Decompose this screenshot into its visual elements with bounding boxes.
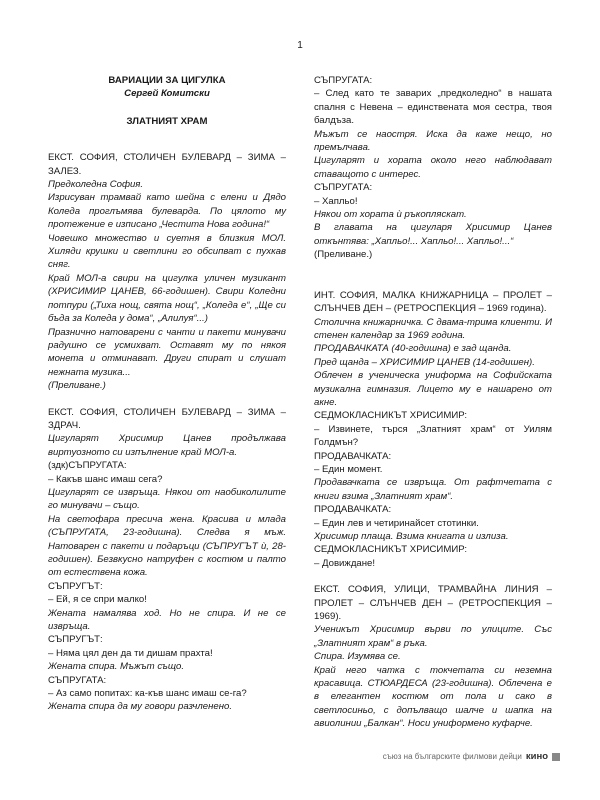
- dialogue-line: – Един момент.: [314, 463, 383, 475]
- title-block: [48, 74, 286, 128]
- dialogue-line: ЕКСТ. СОФИЯ, УЛИЦИ, ТРАМВАЙНА ЛИНИЯ – ПРОЛЕТ – СЛЪНЧЕВ ДЕН – (РЕТРОСПЕКЦИЯ – 1969).: [314, 584, 552, 623]
- footer-text: съюз на българските филмови дейци: [382, 752, 522, 761]
- action-line: Човешко множество и суетня в близкия МОЛ. Хиляди крушки и светлини го обсипват с пухкав сняг.: [48, 232, 286, 271]
- spacer: [48, 393, 286, 406]
- action-line: Пред щанда – ХРИСИМИР ЦАНЕВ (14-годишен).: [314, 356, 535, 368]
- dialogue-line: – Извинете, търся „Златният храм“ от Уилям Голдмън?: [314, 423, 552, 449]
- left-column: [48, 74, 286, 714]
- action-line: (Преливане.): [48, 380, 106, 392]
- page-number: 1: [297, 40, 303, 51]
- dialogue-line: – Довиждане!: [314, 557, 376, 569]
- dialogue-line: СЪПРУГЪТ:: [48, 634, 103, 646]
- right-column: [314, 74, 552, 731]
- action-line: Цигуларят и хората около него наблюдават ставащото с интерес.: [314, 155, 552, 180]
- footer-square-icon: [552, 753, 560, 761]
- action-line: Някои от хората ѝ ръкопляскат.: [314, 209, 467, 221]
- action-line: В главата на цигуларя Хрисимир Цанев откънтява: „Хапльо!... Хапльо!... Хапльо!...“: [314, 222, 552, 247]
- document-title: ВАРИАЦИИ ЗА ЦИГУЛКА: [108, 75, 226, 86]
- action-line: Цигуларят се извръща. Някои от наобиколилите го минувачи – също.: [48, 486, 286, 512]
- dialogue-line: – Ей, я се спри малко!: [48, 594, 147, 606]
- action-line: Празнично натоварени с чанти и пакети минувачи радушно се усмихват. Оставят му по някоя монета и отминават. Други спират и слушат нежната музика...: [48, 326, 286, 378]
- spacer: [48, 138, 286, 151]
- dialogue-line: ПРОДАВАЧКАТА:: [314, 450, 392, 462]
- dialogue-line: – Аз само попитах: ка-къв шанс имаш се-га?: [48, 688, 247, 700]
- action-line: Столична книжарничка. С двама-трима клиенти. И стенен календар за 1969 година.: [314, 316, 552, 341]
- dialogue-line: ЕКСТ. СОФИЯ, СТОЛИЧЕН БУЛЕВАРД – ЗИМА – ЗДРАЧ.: [48, 406, 286, 431]
- action-line: Облечен в ученическа униформа на Софийската музикална гимназия. Лицето му е нашарено от акне.: [314, 370, 552, 408]
- dialogue-line: СЪПРУГАТА:: [314, 75, 373, 86]
- action-line: Край МОЛ-а свири на цигулка уличен музикант (ХРИСИМИР ЦАНЕВ, 66-годишен). Свири Коледни потпури („Тиха нощ, свята нощ“, „Коледа е“, „Ще си бъда за Коледа у дома“, „Алилуя“...): [48, 272, 286, 325]
- action-line: Жената намалява ход. Но не спира. И не се извръща.: [48, 607, 286, 633]
- action-line: Край него чатка с токчетата си неземна красавица. СТЮАРДЕСА (23-годишна). Облечена е в елегантен костюм от пола и сако в светлосиньо, с допълващо шалче и шапка на авиолинии „Балкан“. Носи униформено куфарче.: [314, 664, 552, 730]
- action-line: Хрисимир плаща. Взима книгата и излиза.: [314, 531, 509, 542]
- left-column-body: [48, 151, 286, 714]
- dialogue-line: ПРОДАВАЧКАТА:: [314, 504, 392, 516]
- action-line: Продавачката се извръща. От рафтчетата с книги взима „Златният храм“.: [314, 477, 552, 502]
- action-line: На светофара пресича жена. Красива и млада (СЪПРУГАТА, 23-годишна). Следва я мъж. Натоварен с пакети и подаръци (СЪПРУГЪТ ѝ, 28-годишен). Безвкусно натруфен с костюм и палто от естествена кожа.: [48, 513, 286, 579]
- dialogue-line: СЪПРУГАТА:: [314, 182, 373, 194]
- footer-brand: кино: [525, 751, 548, 762]
- action-line: Предколедна София.: [48, 179, 144, 191]
- dialogue-line: СЪПРУГАТА:: [48, 674, 107, 686]
- document-subtitle: ЗЛАТНИЯТ ХРАМ: [126, 115, 208, 127]
- action-line: Цигуларят Хрисимир Цанев продължава виртуозното си изпълнение край МОЛ-а.: [48, 433, 286, 458]
- spacer: [314, 570, 552, 583]
- dialogue-line: – Хапльо!: [314, 195, 358, 207]
- dialogue-line: ЕКСТ. СОФИЯ, СТОЛИЧЕН БУЛЕВАРД – ЗИМА – ЗАЛЕЗ.: [48, 152, 286, 177]
- action-line: Изрисуван трамвай като шейна с елени и Дядо Коледа проглъмява булеварда. По цялото му протежение е изписано „Честита Нова година!“: [48, 192, 286, 231]
- dialogue-line: СЕДМОКЛАСНИКЪТ ХРИСИМИР:: [314, 544, 468, 556]
- dialogue-line: – След като те заварих „предколедно“ в нашата спалня с Невена – единствената моя сестра, твоя балдъза.: [314, 88, 552, 127]
- dialogue-line: СЕДМОКЛАСНИКЪТ ХРИСИМИР:: [314, 410, 468, 422]
- action-line: Спира. Изумява се.: [314, 651, 401, 663]
- dialogue-line: СЪПРУГЪТ:: [48, 580, 103, 592]
- action-line: Жената спира да му говори разчленено.: [48, 701, 233, 713]
- dialogue-line: – Какъв шанс имаш сега?: [48, 473, 163, 485]
- dialogue-line: (Преливане.): [314, 249, 373, 261]
- footer: [383, 751, 560, 762]
- document-author: Сергей Комитски: [124, 88, 210, 100]
- dialogue-line: (здк)СЪПРУГАТА:: [48, 460, 127, 472]
- dialogue-line: – Един лев и четиринайсет стотинки.: [314, 517, 479, 529]
- action-line: ПРОДАВАЧКАТА (40-годишна) е зад щанда.: [314, 343, 512, 355]
- dialogue-line: – Няма цял ден да ти дишам прахта!: [48, 647, 213, 659]
- action-line: Жената спира. Мъжът също.: [48, 661, 185, 673]
- action-line: Мъжът се наостря. Иска да каже нещо, но премълчава.: [314, 128, 552, 154]
- spacer: [314, 262, 552, 289]
- dialogue-line: ИНТ. СОФИЯ, МАЛКА КНИЖАРНИЦА – ПРОЛЕТ – СЛЪНЧЕВ ДЕН – (РЕТРОСПЕКЦИЯ – 1969 година).: [314, 289, 552, 315]
- action-line: Ученикът Хрисимир върви по улиците. Със „Златният храм“ в ръка.: [314, 624, 552, 649]
- right-column-body: [314, 74, 552, 731]
